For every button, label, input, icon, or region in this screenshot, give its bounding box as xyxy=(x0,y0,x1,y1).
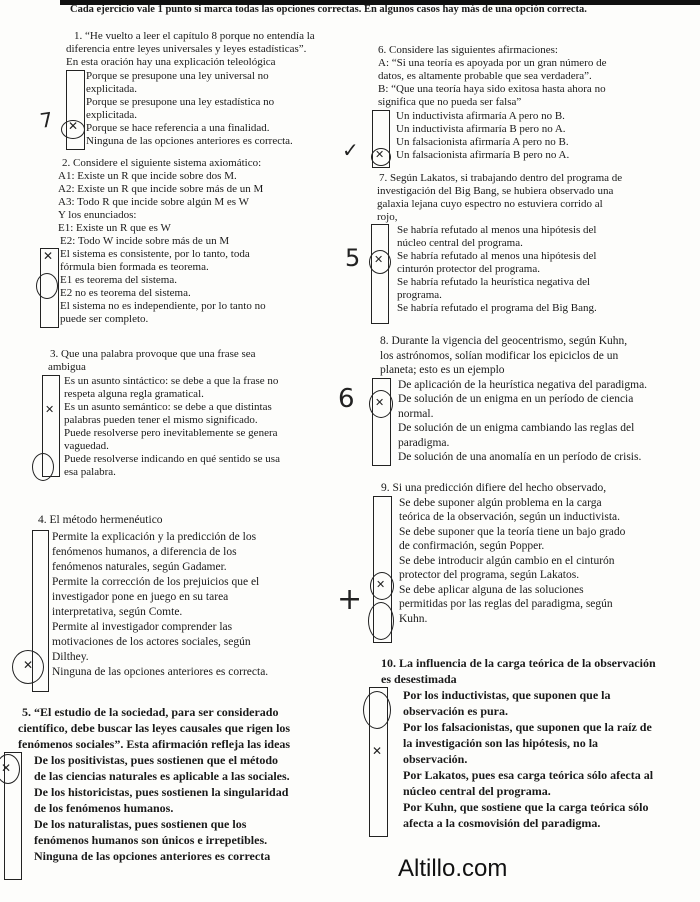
q6-option-1[interactable]: Un inductivista afirmaría A pero no B. xyxy=(396,110,565,122)
q10-option-1[interactable]: Por los inductivistas, que suponen que la observación es pura. xyxy=(403,688,611,718)
exam-instructions: Cada ejercicio vale 1 punto si marca todas las opciones correctas. En algunos casos hay más de una opción correcta. xyxy=(70,4,587,15)
q7-option-4[interactable]: Se habría refutado el programa del Big Bang. xyxy=(397,302,597,314)
question-5-stem: 5. “El estudio de la sociedad, para ser considerado científico, debe buscar las leyes causales que rigen los fenómenos sociales”. Esta afirmación refleja las ideas xyxy=(18,705,291,751)
question-4 xyxy=(23,513,338,680)
q4-option-4[interactable]: Ninguna de las opciones anteriores es correcta. xyxy=(52,666,269,678)
q5-option-2[interactable]: De los historicistas, pues sostienen la singularidad de los fenómenos humanos. xyxy=(34,785,289,815)
check-mark-icon: ✕ xyxy=(375,395,385,409)
question-7 xyxy=(374,172,677,315)
check-mark-icon: ✕ xyxy=(43,249,54,263)
q7-option-1[interactable]: Se habría refutado al menos una hipótesis del núcleo central del programa. xyxy=(397,224,597,249)
q2-option-4[interactable]: El sistema no es independiente, por lo tanto no puede ser completo. xyxy=(60,300,266,325)
question-10-stem: 10. La influencia de la carga teórica de la observación es desestimada xyxy=(381,656,656,686)
q2-option-2[interactable]: E1 es teorema del sistema. xyxy=(60,274,177,286)
q10-option-3[interactable]: Por Lakatos, pues esa carga teórica sólo afecta al núcleo central del programa. xyxy=(403,768,654,798)
q7-option-3[interactable]: Se habría refutado la heurística negativa del programa. xyxy=(397,276,591,301)
check-mark-icon: ✕ xyxy=(372,744,383,758)
check-mark-icon: ✕ xyxy=(68,119,79,133)
check-mark-icon: ✕ xyxy=(45,403,55,416)
question-7-stem: 7. Según Lakatos, si trabajando dentro del programa de investigación del Big Bang, se hubiera observado una galaxia lejana cuyo espectro no estuviera corrido al rojo, xyxy=(377,172,623,223)
question-8 xyxy=(375,334,685,465)
answer-circle xyxy=(32,453,54,481)
question-1-stem: 1. “He vuelto a leer el capítulo 8 porque no entendía la diferencia entre leyes universales y leyes estadísticas”. En esta oración hay una explicación teleológica xyxy=(66,30,315,68)
answer-circle xyxy=(36,273,58,299)
q8-option-4[interactable]: De solución de una anomalía en un período de crisis. xyxy=(398,451,642,463)
question-1 xyxy=(66,30,356,148)
handwritten-score: 7 xyxy=(38,107,55,133)
q10-option-2[interactable]: Por los falsacionistas, que suponen que la raíz de la investigación son las hipótesis, no la observación. xyxy=(403,720,652,766)
q1-option-2[interactable]: Porque se presupone una ley estadística no explicitada. xyxy=(86,96,275,121)
question-2 xyxy=(43,157,361,326)
check-mark-icon: ✕ xyxy=(1,761,12,775)
question-9-stem: 9. Si una predicción difiere del hecho observado, xyxy=(381,482,607,494)
q5-option-1[interactable]: De los positivistas, pues sostienen que el método de las ciencias naturales es aplicable a las sociales. xyxy=(34,753,290,783)
q8-option-3[interactable]: De solución de un enigma cambiando las reglas del paradigma. xyxy=(398,422,635,449)
question-5 xyxy=(1,704,332,864)
q9-option-4[interactable]: Se debe aplicar alguna de las soluciones permitidas por las reglas del paradigma, según Kuhn. xyxy=(399,583,613,625)
question-2-stem: 2. Considere el siguiente sistema axiomático: A1: Existe un R que incide sobre dos M. A2: Existe un R que incide sobre más de un M A3: Todo R que incide sobre algún M es W Y los enunciados: E1: Existe un R que es W E2: Todo W incide sobre más de un M xyxy=(58,157,264,247)
q6-option-4[interactable]: Un falsacionista afirmaría B pero no A. xyxy=(396,149,570,161)
q8-option-2[interactable]: De solución de un enigma en un período de ciencia normal. xyxy=(398,393,634,420)
q6-option-2[interactable]: Un inductivista afirmaría B pero no A. xyxy=(396,123,566,135)
check-mark-icon: ✕ xyxy=(376,577,386,591)
q5-option-3[interactable]: De los naturalistas, pues sostienen que los fenómenos humanos son únicos e irrepetibles. xyxy=(34,817,268,847)
q3-option-4[interactable]: Puede resolverse indicando en qué sentido se usa esa palabra. xyxy=(64,453,280,478)
q3-option-3[interactable]: Puede resolverse pero inevitablemente se genera vaguedad. xyxy=(64,427,278,452)
question-6-stem: 6. Considere las siguientes afirmaciones: A: “Si una teoría es apoyada por un gran número de datos, es altamente probable que sea verdadera”. B: “Que una teoría haya sido exitosa hasta ahora no significa que no pueda ser falsa” xyxy=(378,44,607,108)
q2-option-3[interactable]: E2 no es teorema del sistema. xyxy=(60,287,191,299)
question-7-checkbox-column xyxy=(371,224,389,324)
answer-circle xyxy=(368,602,394,640)
question-6 xyxy=(375,44,678,162)
q4-option-1[interactable]: Permite la explicación y la predicción de los fenómenos humanos, a diferencia de los fenómenos naturales, según Gadamer. xyxy=(52,531,257,573)
q7-option-2[interactable]: Se habría refutado al menos una hipótesis del cinturón protector del programa. xyxy=(397,250,597,275)
question-3-stem: 3. Que una palabra provoque que una frase sea ambigua xyxy=(48,348,256,373)
question-4-stem: 4. El método hermenéutico xyxy=(38,514,163,526)
q4-option-3[interactable]: Permite al investigador comprender las motivaciones de los actores sociales, según Dilthey. xyxy=(52,621,251,663)
q8-option-1[interactable]: De aplicación de la heurística negativa del paradigma. xyxy=(398,378,648,391)
question-3 xyxy=(45,348,348,479)
q3-option-2[interactable]: Es un asunto semántico: se debe a que distintas palabras pueden tener el mismo significado. xyxy=(64,401,272,426)
question-9 xyxy=(376,481,686,626)
q1-option-1[interactable]: Porque se presupone una ley universal no explicitada. xyxy=(86,70,269,95)
q9-option-1[interactable]: Se debe suponer algún problema en la carga teórica de la observación, según un inductivista. xyxy=(399,496,620,523)
check-mark-icon: ✕ xyxy=(374,253,384,266)
check-mark-icon: ✕ xyxy=(23,658,34,672)
q1-option-4[interactable]: Ninguna de las opciones anteriores es correcta. xyxy=(86,135,293,147)
check-mark-icon: ✕ xyxy=(375,148,385,161)
handwritten-score: 6 xyxy=(338,384,355,414)
question-10 xyxy=(372,655,686,831)
q2-option-1[interactable]: El sistema es consistente, por lo tanto, toda fórmula bien formada es teorema. xyxy=(60,248,250,273)
handwritten-score: ✓ xyxy=(342,138,359,162)
q5-option-4[interactable]: Ninguna de las opciones anteriores es correcta xyxy=(34,849,271,863)
q1-option-3[interactable]: Porque se hace referencia a una finalidad. xyxy=(86,122,270,134)
q10-option-4[interactable]: Por Kuhn, que sostiene que la carga teórica sólo afecta a la cosmovisión del paradigma. xyxy=(403,800,649,830)
answer-circle xyxy=(363,691,391,729)
q3-option-1[interactable]: Es un asunto sintáctico: se debe a que la frase no respeta alguna regla gramatical. xyxy=(64,375,279,400)
question-8-stem: 8. Durante la vigencia del geocentrismo, según Kuhn, los astrónomos, solían modificar los epiciclos de un planeta; esto es un ejemplo xyxy=(380,335,628,376)
q4-option-2[interactable]: Permite la corrección de los prejuicios que el investigador pone en juego en su tarea interpretativa, según Comte. xyxy=(52,576,260,618)
q9-option-3[interactable]: Se debe introducir algún cambio en el cinturón protector del programa, según Lakatos. xyxy=(399,554,615,581)
handwritten-score: 5 xyxy=(345,244,361,272)
q9-option-2[interactable]: Se debe suponer que la teoría tiene un bajo grado de confirmación, según Popper. xyxy=(399,525,626,552)
q6-option-3[interactable]: Un falsacionista afirmaría A pero no B. xyxy=(396,136,569,148)
handwritten-score: + xyxy=(337,582,363,617)
watermark: Altillo.com xyxy=(398,855,508,882)
